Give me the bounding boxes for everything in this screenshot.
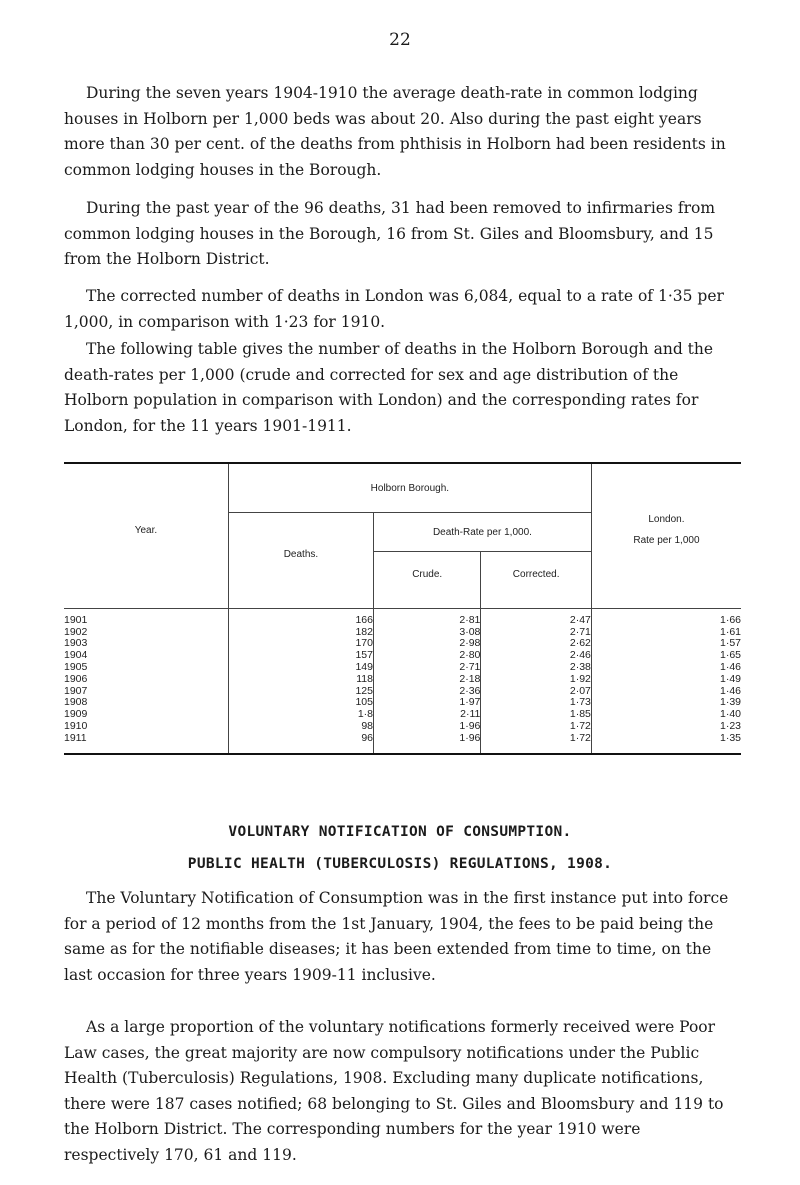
cell-london-rate: 1·57 [719, 637, 741, 650]
cell-corrected-rate: 1·92 [481, 674, 591, 686]
table-row [64, 697, 741, 709]
paragraph-infirmary-removals: During the past year of the 96 deaths, 31 had been removed to infirmaries from common lodging houses in the Borough, 16 from St. Giles and Bloomsbury, and 15 from the Holborn District. [64, 199, 716, 268]
cell-crude-rate: 2·18 [374, 674, 481, 686]
header-london-label: London. [648, 514, 685, 525]
cell-london-rate: 1·23 [719, 719, 741, 732]
header-london [591, 464, 741, 596]
cell-corrected-rate: 1·73 [481, 697, 591, 709]
page-number: 22 [389, 30, 411, 50]
cell-crude-rate: 2·98 [374, 638, 481, 650]
cell-crude-rate: 2·36 [374, 686, 481, 698]
cell-corrected-rate: 2·07 [481, 686, 591, 698]
header-year: Year. [64, 464, 228, 596]
table-row [64, 638, 741, 650]
cell-year: 1910 [64, 721, 228, 733]
table-row [64, 709, 741, 721]
cell-year: 1901 [64, 608, 228, 626]
header-death-rate: Death-Rate per 1,000. [374, 513, 592, 552]
table-row [64, 608, 741, 626]
cell-corrected-rate: 1·72 [481, 721, 591, 733]
cell-crude-rate: 1·96 [374, 733, 481, 753]
table-row [64, 686, 741, 698]
cell-deaths: 1·8 [228, 709, 373, 721]
table-row [64, 650, 741, 662]
cell-deaths: 182 [228, 627, 373, 639]
cell-year: 1906 [64, 674, 228, 686]
header-corrected: Corrected. [481, 552, 591, 597]
cell-crude-rate: 1·97 [374, 697, 481, 709]
cell-london-rate: 1·61 [719, 625, 741, 638]
cell-london-rate: 1·35 [719, 731, 741, 744]
cell-london-rate: 1·65 [719, 649, 741, 662]
header-holborn-borough: Holborn Borough. [228, 464, 591, 513]
cell-deaths: 96 [228, 733, 373, 753]
table-row [64, 662, 741, 674]
cell-corrected-rate: 1·85 [481, 709, 591, 721]
heading-public-health-regulations: PUBLIC HEALTH (TUBERCULOSIS) REGULATIONS, 1908. [187, 856, 613, 872]
cell-year: 1902 [64, 627, 228, 639]
header-deaths: Deaths. [228, 513, 373, 597]
cell-deaths: 98 [228, 721, 373, 733]
paragraph-voluntary-notification: The Voluntary Notification of Consumption was in the first instance put into force for a period of 12 months from the 1st January, 1904, the fees to be paid being the same as for the notifiable diseases; it has been extended from time to time, on the last occasion for three years 1909-11 inclusive. [64, 889, 729, 984]
cell-deaths: 149 [228, 662, 373, 674]
heading-voluntary-notification: VOLUNTARY NOTIFICATION OF CONSUMPTION. [228, 824, 572, 840]
cell-deaths: 118 [228, 674, 373, 686]
cell-crude-rate: 1·96 [374, 721, 481, 733]
paragraph-table-intro: The following table gives the number of deaths in the Holborn Borough and the death-rates per 1,000 (crude and corrected for sex and age distribution of the Holborn population in comparison with London) and the corresponding rates for London, for the 11 years 1901-1911. [64, 340, 714, 435]
cell-deaths: 166 [228, 608, 373, 626]
cell-london-rate: 1·49 [719, 672, 741, 685]
paragraph-lodging-houses: During the seven years 1904-1910 the average death-rate in common lodging houses in Holborn per 1,000 beds was about 20. Also during the past eight years more than 30 per cent. of the deaths from phthisis in Holborn had been residents in common lodging houses in the Borough. [64, 84, 726, 179]
cell-london-rate: 1·39 [719, 696, 741, 709]
cell-year: 1907 [64, 686, 228, 698]
cell-corrected-rate: 2·38 [481, 662, 591, 674]
cell-london-rate: 1·46 [719, 684, 741, 697]
cell-london-rate: 1·66 [719, 613, 741, 626]
cell-corrected-rate: 2·62 [481, 638, 591, 650]
cell-deaths: 170 [228, 638, 373, 650]
cell-crude-rate: 2·11 [374, 709, 481, 721]
cell-crude-rate: 3·08 [374, 627, 481, 639]
table-row [64, 721, 741, 733]
cell-corrected-rate: 2·71 [481, 627, 591, 639]
table-row [64, 627, 741, 639]
cell-corrected-rate: 2·46 [481, 650, 591, 662]
cell-year: 1908 [64, 697, 228, 709]
cell-deaths: 157 [228, 650, 373, 662]
cell-crude-rate: 2·71 [374, 662, 481, 674]
cell-year: 1903 [64, 638, 228, 650]
death-rate-table [64, 462, 741, 755]
cell-crude-rate: 2·80 [374, 650, 481, 662]
header-crude: Crude. [374, 552, 481, 597]
header-london-rate: Rate per 1,000 [633, 535, 700, 546]
cell-deaths: 105 [228, 697, 373, 709]
cell-corrected-rate: 2·47 [481, 608, 591, 626]
paragraph-london-deaths: The corrected number of deaths in London was 6,084, equal to a rate of 1·35 per 1,000, in comparison with 1·23 for 1910. [64, 287, 724, 331]
cell-london-rate: 1·46 [719, 660, 741, 673]
cell-year: 1909 [64, 709, 228, 721]
cell-year: 1911 [64, 733, 228, 753]
paragraph-compulsory-notifications: As a large proportion of the voluntary notifications formerly received were Poor Law cases, the great majority are now compulsory notifications under the Public Health (Tuberculosis) Regulations, 1908. Excluding many duplicate notifications, there were 187 cases notified; 68 belonging to St. Giles and Bloomsbury and 119 to the Holborn District. The corresponding numbers for the year 1910 were respectively 170, 61 and 119. [64, 1018, 724, 1164]
table-row [64, 674, 741, 686]
cell-crude-rate: 2·81 [374, 608, 481, 626]
table-body [64, 596, 741, 753]
cell-corrected-rate: 1·72 [481, 733, 591, 753]
cell-london-rate: 1·40 [719, 708, 741, 721]
cell-year: 1904 [64, 650, 228, 662]
table-row [64, 733, 741, 753]
cell-year: 1905 [64, 662, 228, 674]
cell-deaths: 125 [228, 686, 373, 698]
